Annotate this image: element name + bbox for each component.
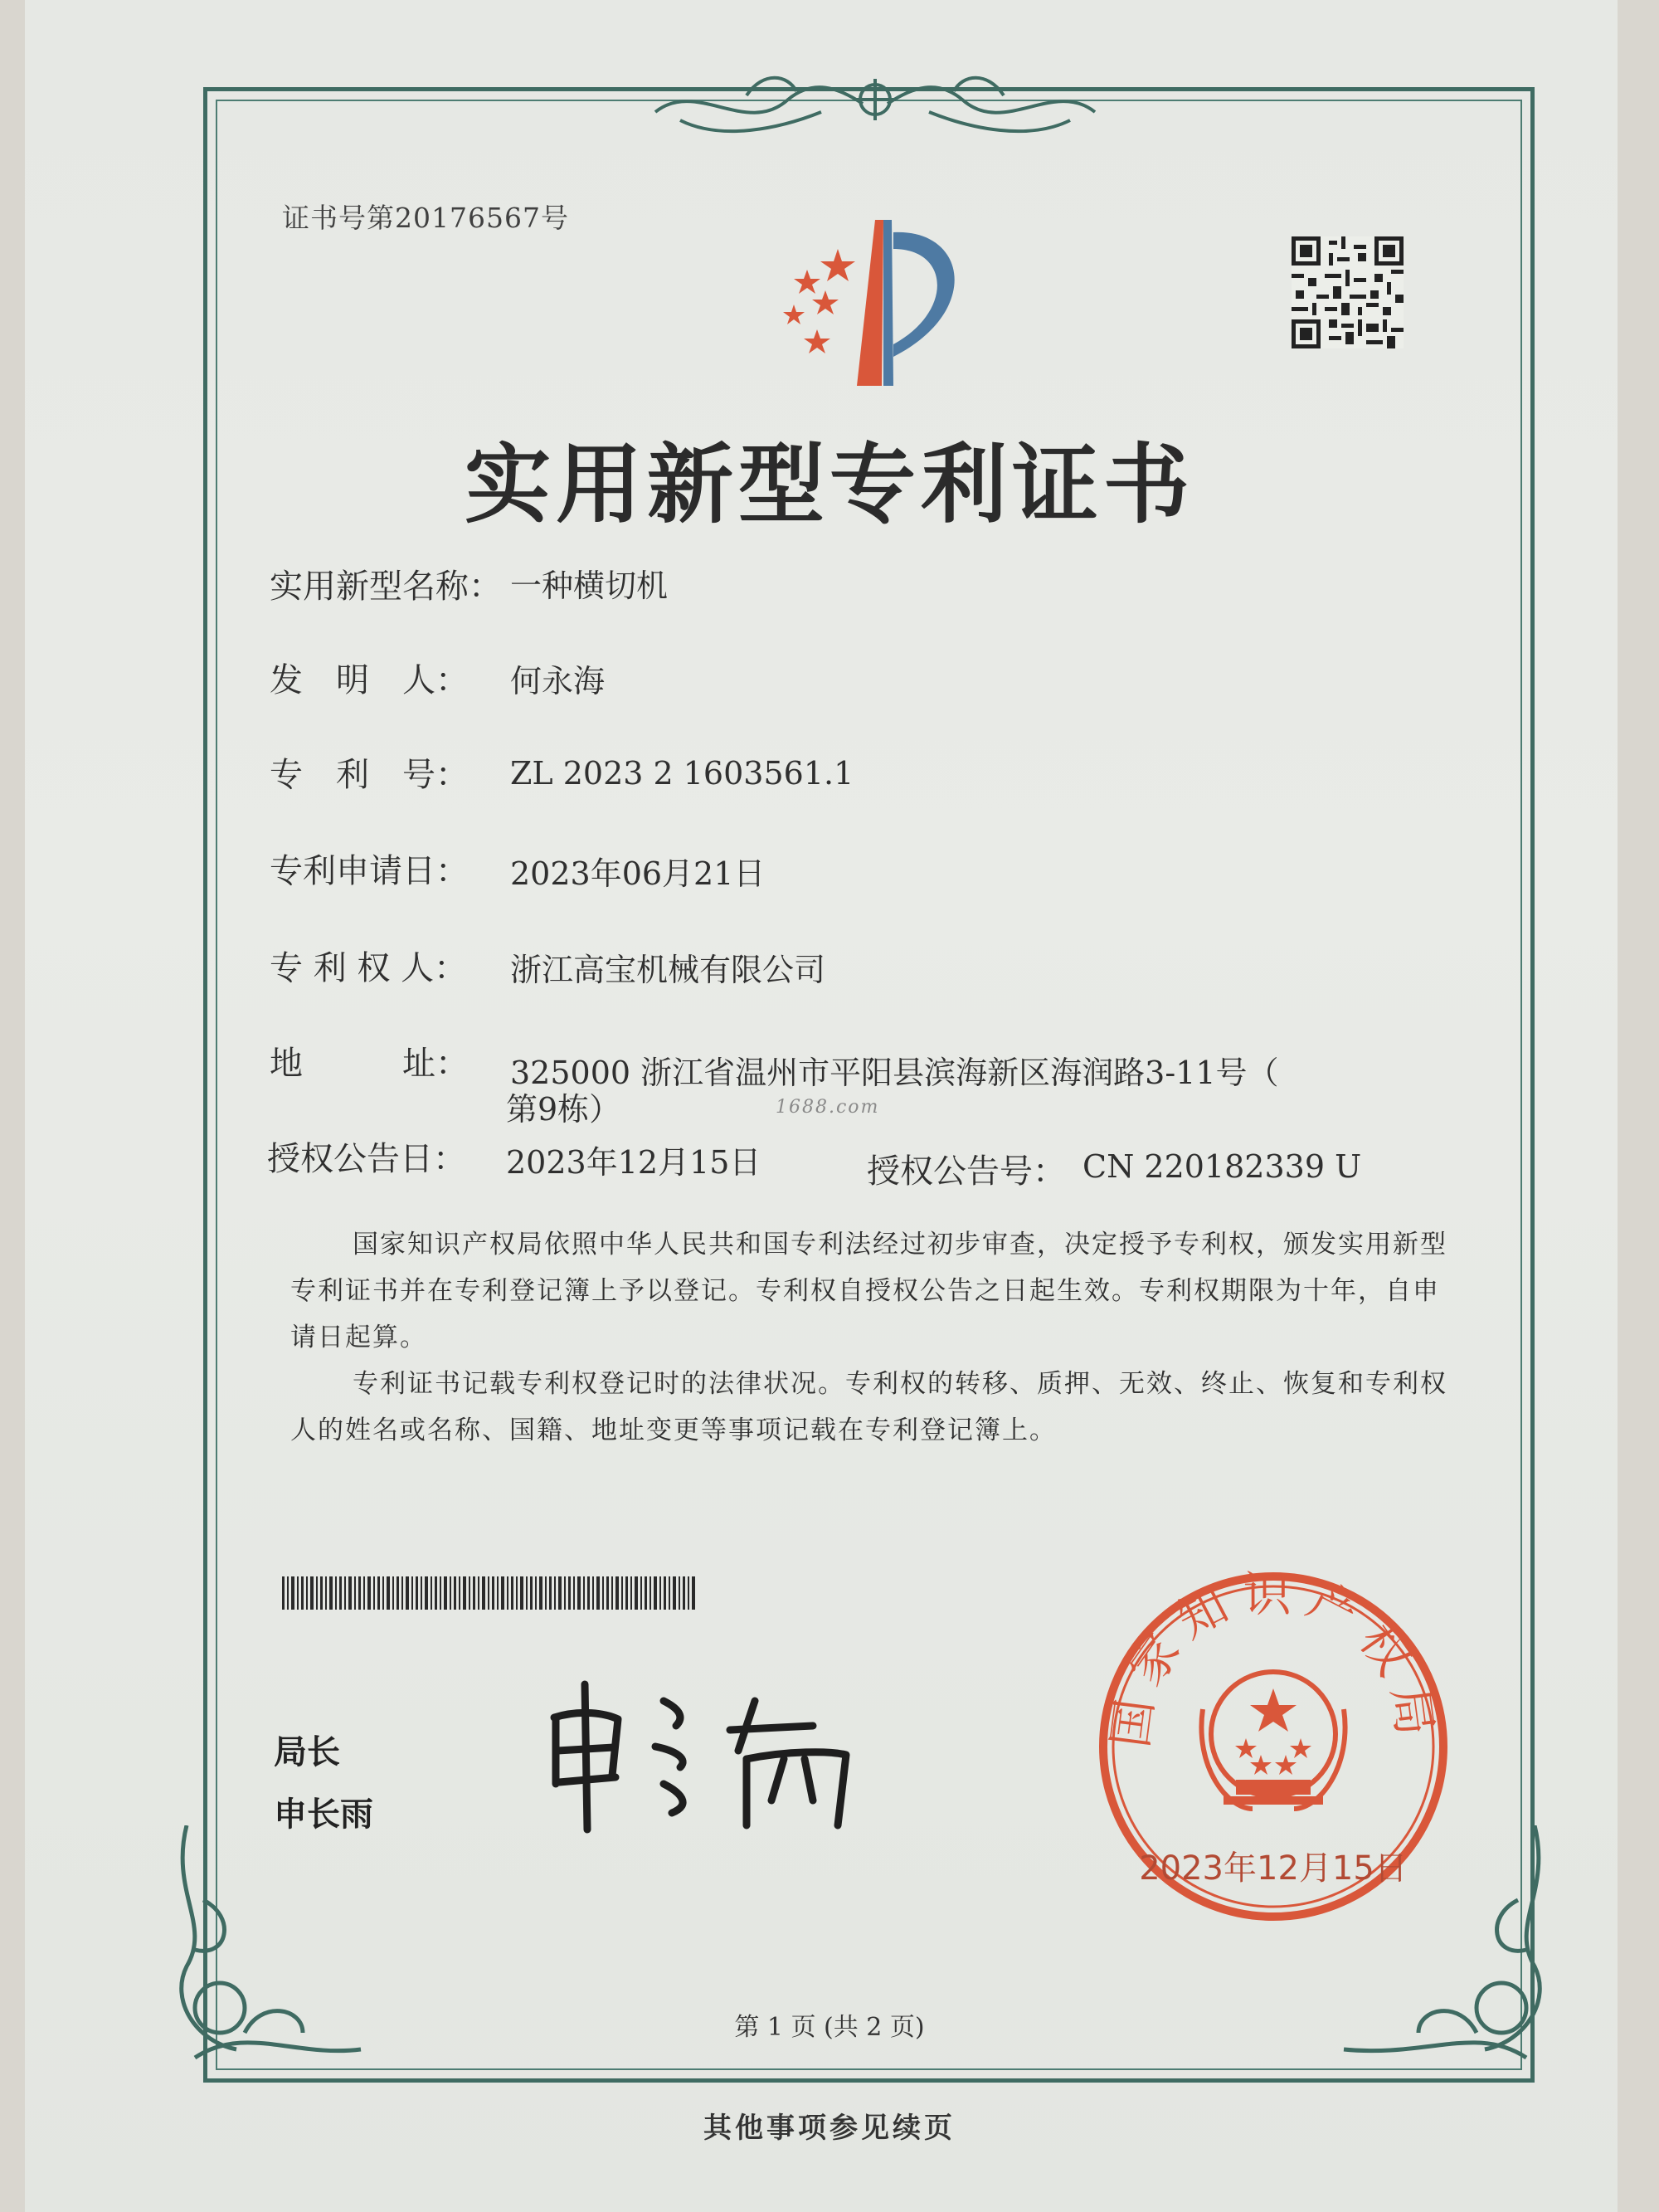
field-label-inventor: 发 明 人： <box>270 661 469 699</box>
statement-paragraph-1-line-2: 专利证书并在专利登记簿上予以登记。专利权自授权公告之日起生效。专利权期限为十年，自申 <box>290 1276 1440 1306</box>
field-value-address-line1: 325000 浙江省温州市平阳县滨海新区海润路3-11号（ <box>510 1055 1279 1091</box>
field-label-name: 实用新型名称： <box>270 568 502 606</box>
field-label-patent-number: 专 利 号： <box>270 756 469 794</box>
statement-paragraph-1-line-1: 国家知识产权局依照中华人民共和国专利法经过初步审查，决定授予专利权，颁发实用新型 <box>353 1230 1447 1259</box>
footer-note: 其他事项参见续页 <box>703 2112 956 2145</box>
top-ornament <box>647 62 1103 145</box>
official-seal <box>1087 1560 1460 1933</box>
field-value-application-date: 2023年06月21日 <box>510 855 766 892</box>
barcode <box>282 1576 697 1610</box>
patent-office-logo <box>759 212 983 394</box>
field-label-application-date: 专利申请日： <box>270 852 469 890</box>
field-label-patentee: 专 利 权 人： <box>270 949 468 987</box>
statement-paragraph-2-line-1: 专利证书记载专利权登记时的法律状况。专利权的转移、质押、无效、终止、恢复和专利权 <box>353 1369 1447 1399</box>
seal-date: 2023年12月15日 <box>1139 1849 1408 1888</box>
field-value-inventor: 何永海 <box>510 663 606 699</box>
signatory-title: 局长 <box>274 1733 340 1771</box>
field-value-grant-date: 2023年12月15日 <box>506 1144 761 1181</box>
certificate-title: 实用新型专利证书 <box>464 434 1194 535</box>
field-value-grant-number: CN 220182339 U <box>1082 1148 1362 1185</box>
field-value-patent-number: ZL 2023 2 1603561.1 <box>510 755 854 792</box>
field-label-grant-number: 授权公告号： <box>867 1152 1066 1191</box>
page-indicator: 第 1 页 (共 2 页) <box>734 2013 925 2042</box>
watermark-text: 1688.com <box>776 1097 880 1118</box>
certificate-number: 证书号第20176567号 <box>282 202 569 234</box>
qr-code <box>1292 236 1404 348</box>
signatory-name: 申长雨 <box>274 1795 373 1834</box>
field-value-patentee: 浙江高宝机械有限公司 <box>510 952 826 988</box>
statement-paragraph-2-line-2: 人的姓名或名称、国籍、地址变更等事项记载在专利登记簿上。 <box>290 1415 1057 1445</box>
handwritten-signature <box>539 1668 888 1834</box>
field-label-grant-date: 授权公告日： <box>267 1140 466 1178</box>
svg-text:国家知识产权局 <box>1102 1566 1445 1752</box>
statement-paragraph-1-line-3: 请日起算。 <box>290 1323 427 1352</box>
seal-text: 国家知识产权局 <box>1102 1566 1445 1752</box>
field-value-name: 一种横切机 <box>510 568 669 604</box>
field-value-address-line2: 第9栋） <box>506 1091 621 1128</box>
field-label-address: 地 址： <box>270 1045 469 1083</box>
